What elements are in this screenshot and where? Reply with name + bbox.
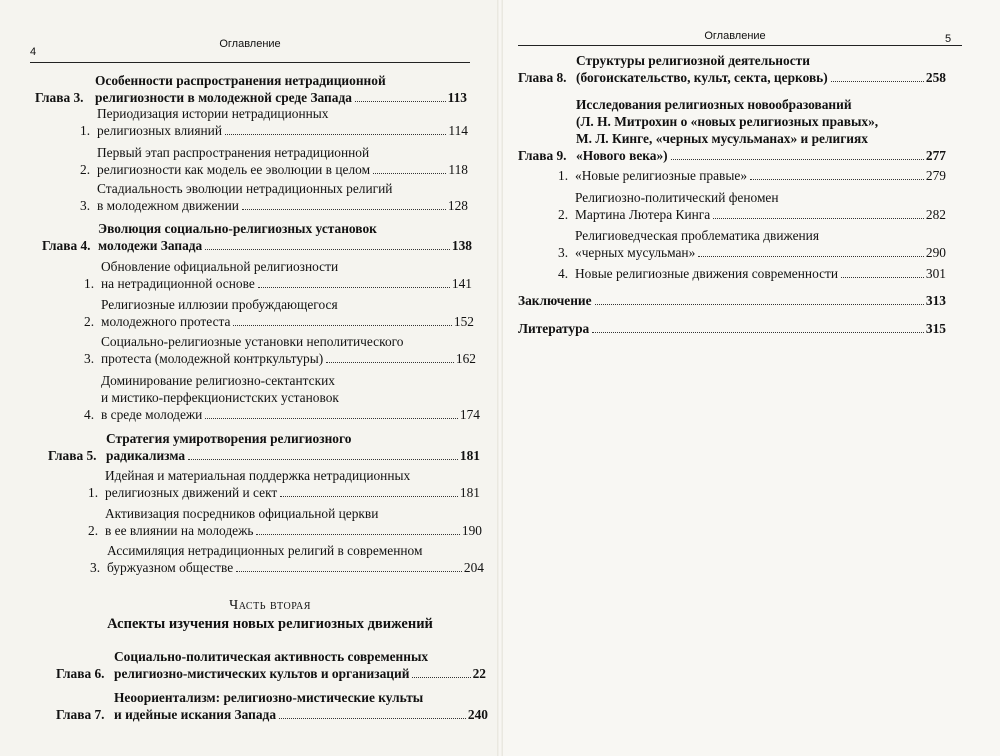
chapter-title-line: (Л. Н. Митрохин о «новых религиозных правых», [576, 114, 879, 129]
toc-section-4-4[interactable] [84, 372, 480, 423]
page-ref: 162 [455, 351, 476, 366]
leader-dots [671, 159, 924, 160]
section-title-line: Периодизация истории нетрадиционных [97, 106, 329, 121]
leader-dots [326, 362, 454, 363]
chapter-title-line: «Нового века») [576, 148, 668, 163]
leader-dots [279, 718, 466, 719]
section-number: 1. [84, 276, 95, 291]
section-number: 2. [84, 314, 95, 329]
toc-section-9-1[interactable] [558, 167, 946, 184]
toc-section-3-1[interactable] [80, 105, 468, 139]
page-ref: 181 [459, 448, 480, 463]
chapter-title-line: (богоискательство, культ, секта, церковь) [576, 70, 828, 85]
chapter-title-line: Социально-политическая активность современных [114, 649, 429, 664]
leader-dots [750, 179, 924, 180]
chapter-title-line: Эволюция социально-религиозных установок [98, 221, 377, 236]
running-header: Оглавление [219, 38, 281, 50]
toc-chapter-9[interactable] [518, 96, 946, 164]
section-title-line: буржуазном обществе [107, 560, 234, 575]
section-title-line: Первый этап распространения нетрадиционной [97, 145, 370, 160]
section-title-line: религиозности как модель ее эволюции в целом [97, 162, 371, 177]
section-title-line: Обновление официальной религиозности [101, 259, 339, 274]
leader-dots [280, 496, 458, 497]
section-title-line: протеста (молодежной контркультуры) [101, 351, 324, 366]
section-title-line: «черных мусульман» [575, 245, 696, 260]
section-number: 1. [88, 485, 99, 500]
leader-dots [412, 677, 470, 678]
section-title-line: «Новые религиозные правые» [575, 168, 748, 183]
section-title-line: Мартина Лютера Кинга [575, 207, 711, 222]
book-gutter [497, 0, 503, 756]
chapter-title-line: радикализма [106, 448, 186, 463]
toc-chapter-6[interactable] [56, 648, 486, 682]
page-ref: 22 [472, 666, 486, 681]
chapter-title-line: религиозно-мистических культов и организаций [114, 666, 410, 681]
toc-chapter-8[interactable] [518, 52, 946, 86]
page-ref: 118 [448, 162, 468, 177]
section-title-line: Новые религиозные движения современности [575, 266, 839, 281]
toc-section-9-2[interactable] [558, 189, 946, 223]
section-title-line: Активизация посредников официальной церкви [105, 506, 379, 521]
leader-dots [205, 249, 450, 250]
page-ref: 315 [925, 321, 946, 336]
running-header: Оглавление [704, 30, 766, 42]
section-title-line: Идейная и материальная поддержка нетрадиционных [105, 468, 411, 483]
section-number: 3. [80, 198, 91, 213]
leader-dots [831, 81, 924, 82]
toc-section-5-2[interactable] [88, 505, 482, 539]
toc-conclusion[interactable] [518, 292, 946, 309]
toc-section-5-1[interactable] [88, 467, 480, 501]
section-title-line: Религиозные иллюзии пробуждающегося [101, 297, 338, 312]
section-number: 2. [558, 207, 569, 222]
page-number: 4 [30, 46, 37, 58]
page-ref: 301 [925, 266, 946, 281]
section-number: 4. [558, 266, 569, 281]
leader-dots [205, 418, 458, 419]
page-ref: 113 [447, 90, 467, 105]
section-title-line: Религиоведческая проблематика движения [575, 228, 820, 243]
toc-section-4-1[interactable] [84, 258, 472, 292]
chapter-label: Глава 9. [518, 148, 567, 163]
page-ref: 181 [459, 485, 480, 500]
leader-dots [256, 534, 459, 535]
leader-dots [592, 332, 924, 333]
chapter-title-line: молодежи Запада [98, 238, 203, 253]
section-title-line: религиозных влияний [97, 123, 222, 138]
page-ref: 152 [453, 314, 474, 329]
page-ref: 277 [925, 148, 946, 163]
page-ref: 174 [459, 407, 480, 422]
chapter-label: Глава 7. [56, 707, 105, 722]
toc-chapter-5[interactable] [48, 430, 480, 464]
chapter-label: Глава 8. [518, 70, 567, 85]
leader-dots [258, 287, 450, 288]
part-label: Часть вторая [229, 598, 311, 613]
section-number: 3. [558, 245, 569, 260]
leader-dots [698, 256, 924, 257]
toc-section-9-3[interactable] [558, 227, 946, 261]
leader-dots [355, 101, 446, 102]
section-title-line: Социально-религиозные установки неполитического [101, 334, 404, 349]
chapter-label: Глава 4. [42, 238, 91, 253]
page-ref: 240 [467, 707, 488, 722]
section-number: 2. [80, 162, 91, 177]
chapter-title-line: и идейные искания Запада [114, 707, 277, 722]
section-number: 1. [558, 168, 569, 183]
toc-chapter-4[interactable] [42, 220, 472, 254]
section-title-line: в ее влиянии на молодежь [105, 523, 254, 538]
section-title-line: в молодежном движении [97, 198, 239, 213]
section-title-line: Доминирование религиозно-сектантских [101, 373, 335, 388]
page-ref: 313 [925, 293, 946, 308]
leader-dots [225, 134, 446, 135]
toc-chapter-7[interactable] [56, 689, 488, 723]
page-ref: 204 [463, 560, 484, 575]
leader-dots [233, 325, 451, 326]
page-ref: 282 [925, 207, 946, 222]
page-ref: 128 [447, 198, 468, 213]
section-title-line: Ассимиляция нетрадиционных религий в современном [107, 543, 423, 558]
chapter-label: Глава 6. [56, 666, 105, 681]
right-page [500, 0, 1000, 756]
section-title-line: Стадиальность эволюции нетрадиционных религий [97, 181, 393, 196]
chapter-title-line: Стратегия умиротворения религиозного [106, 431, 352, 446]
section-number: 4. [84, 407, 95, 422]
leader-dots [595, 304, 924, 305]
chapter-title-line: религиозности в молодежной среде Запада [95, 90, 352, 105]
chapter-title-line: Структуры религиозной деятельности [576, 53, 810, 68]
page-ref: 190 [461, 523, 482, 538]
page-ref: 141 [451, 276, 472, 291]
page-ref: 138 [451, 238, 472, 253]
chapter-label: Глава 3. [35, 90, 84, 105]
leader-dots [841, 277, 924, 278]
section-number: 2. [88, 523, 99, 538]
section-title-line: религиозных движений и сект [105, 485, 278, 500]
toc-section-4-3[interactable] [84, 333, 476, 367]
chapter-title-line: Неоориентализм: религиозно-мистические культы [114, 690, 424, 705]
toc-literature[interactable] [518, 320, 946, 337]
leader-dots [242, 209, 446, 210]
toc-section-3-2[interactable] [80, 144, 468, 178]
section-title-line: на нетрадиционной основе [101, 276, 255, 291]
page-ref: 290 [925, 245, 946, 260]
leader-dots [188, 459, 458, 460]
page-ref: 258 [925, 70, 946, 85]
section-title-line: и мистико-перфекционистских установок [101, 390, 339, 405]
chapter-title-line: М. Л. Кинге, «черных мусульманах» и религиях [576, 131, 868, 146]
section-title-line: Религиозно-политический феномен [575, 190, 779, 205]
section-number: 1. [80, 123, 91, 138]
header-rule [518, 45, 962, 46]
toc-section-4-2[interactable] [84, 296, 474, 330]
section-title-line: в среде молодежи [101, 407, 203, 422]
header-rule [30, 62, 470, 63]
literature-label: Литература [518, 321, 590, 336]
chapter-label: Глава 5. [48, 448, 97, 463]
leader-dots [236, 571, 462, 572]
part-title: Аспекты изучения новых религиозных движений [107, 616, 433, 632]
leader-dots [373, 173, 446, 174]
toc-chapter-3[interactable] [35, 72, 467, 106]
toc-section-5-3[interactable] [90, 542, 484, 576]
chapter-title-line: Особенности распространения нетрадиционной [95, 73, 386, 88]
conclusion-label: Заключение [518, 293, 592, 308]
section-number: 3. [90, 560, 101, 575]
page-ref: 279 [925, 168, 946, 183]
section-number: 3. [84, 351, 95, 366]
leader-dots [713, 218, 924, 219]
page-ref: 114 [448, 123, 468, 138]
toc-section-9-4[interactable] [558, 265, 946, 282]
toc-section-3-3[interactable] [80, 180, 468, 214]
section-title-line: молодежного протеста [101, 314, 231, 329]
page-number: 5 [945, 33, 952, 45]
chapter-title-line: Исследования религиозных новообразований [576, 97, 852, 112]
